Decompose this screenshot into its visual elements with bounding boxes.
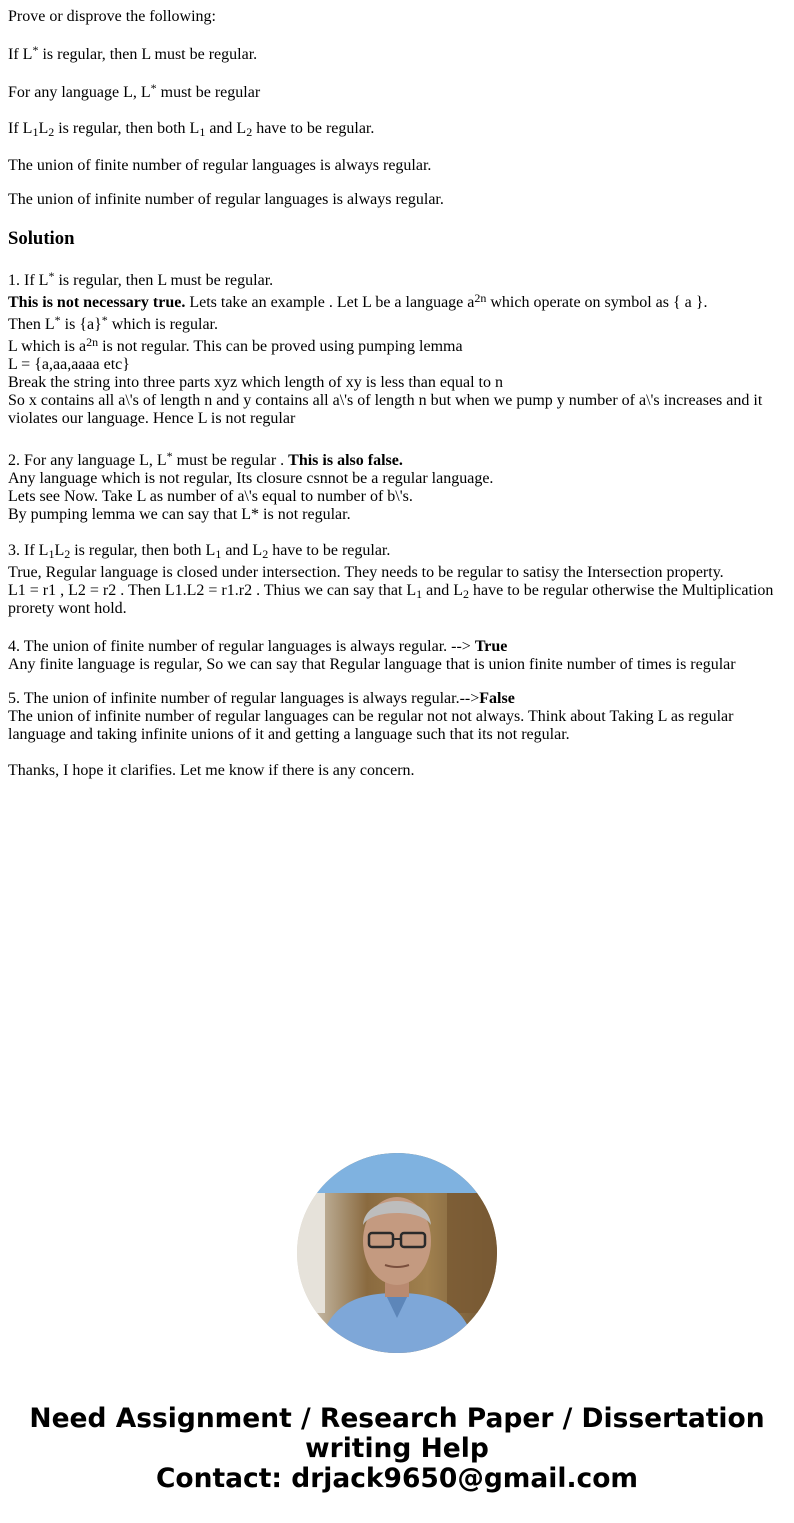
answer-2-line-2: Lets see Now. Take L as number of a\'s equal to number of b\'s. [8,488,413,505]
answer-1-heading: 1. If L* is regular, then L must be regular. [8,269,274,289]
answer-5-heading: 5. The union of infinite number of regular languages is always regular.-->False [8,690,515,707]
answer-1 [8,269,786,428]
answer-1-conclusion: So x contains all a\'s of length n and y contains all a\'s of length n but when we pump y number of a\'s increases and it violates our language. Hence L is not regular [8,392,763,427]
question-item-5: The union of infinite number of regular languages is always regular. [8,191,444,208]
answer-4-heading: 4. The union of finite number of regular languages is always regular. --> True [8,638,508,655]
answer-2-line-1: Any language which is not regular, Its closure csnnot be a regular language. [8,470,494,487]
question-item-2: For any language L, L* must be regular [8,81,261,101]
footer-banner [0,1404,794,1494]
answer-1-closure: Then L* is {a}* which is regular. [8,313,218,333]
footer-line-2: writing Help [305,1433,489,1464]
answer-3 [8,542,786,618]
answer-5 [8,690,786,744]
answer-1-split: Break the string into three parts xyz which length of xy is less than equal to n [8,374,503,391]
answer-3-line-2: L1 = r1 , L2 = r2 . Then L1.L2 = r1.r2 . Thius we can say that $L_1$ and $L_2$ have to be regular otherwise the Multiplication prorety wont hold. [8,582,774,617]
answer-3-line-1: True, Regular language is closed under intersection. They needs to be regular to satisy the Intersection property. [8,564,724,581]
answer-2 [8,449,786,524]
solution-title: Solution [8,228,75,249]
answer-2-line-3: By pumping lemma we can say that L* is not regular. [8,506,351,523]
question-item-3: If $L_1L_2$ is regular, then both $L_1$ and $L_2$ have to be regular. [8,120,375,139]
answer-5-line-1: The union of infinite number of regular languages can be regular not not always. Think about Taking L as regular language and taking infinite unions of it and getting a language such that its not regular. [8,708,734,743]
answer-1-pumping: L which is $a^{2n}$ is not regular. This can be proved using pumping lemma [8,335,463,355]
answer-1-claim: This is not necessary true. Lets take an example . Let L be a language $a^{2n}$ which operate on symbol as { a }. [8,291,708,311]
answer-4 [8,638,786,674]
question-item-1: If L* is regular, then L must be regular. [8,43,258,63]
question-item-4: The union of finite number of regular languages is always regular. [8,157,432,174]
avatar [297,1153,497,1353]
avatar-portrait-image [297,1153,497,1353]
answer-2-heading: 2. For any language L, L* must be regular . This is also false. [8,449,403,469]
question-intro: Prove or disprove the following: [8,8,216,25]
answer-1-set: L = {a,aa,aaaa etc} [8,356,130,373]
answer-3-heading: 3. If $L_1L_2$ is regular, then both $L_1$ and $L_2$ have to be regular. [8,542,391,561]
answer-4-line-1: Any finite language is regular, So we can say that Regular language that is union finite number of times is regular [8,656,736,673]
footer-line-1: Need Assignment / Research Paper / Dissertation [29,1403,765,1434]
closing-note: Thanks, I hope it clarifies. Let me know if there is any concern. [8,762,415,779]
footer-contact: Contact: drjack9650@gmail.com [155,1463,639,1494]
